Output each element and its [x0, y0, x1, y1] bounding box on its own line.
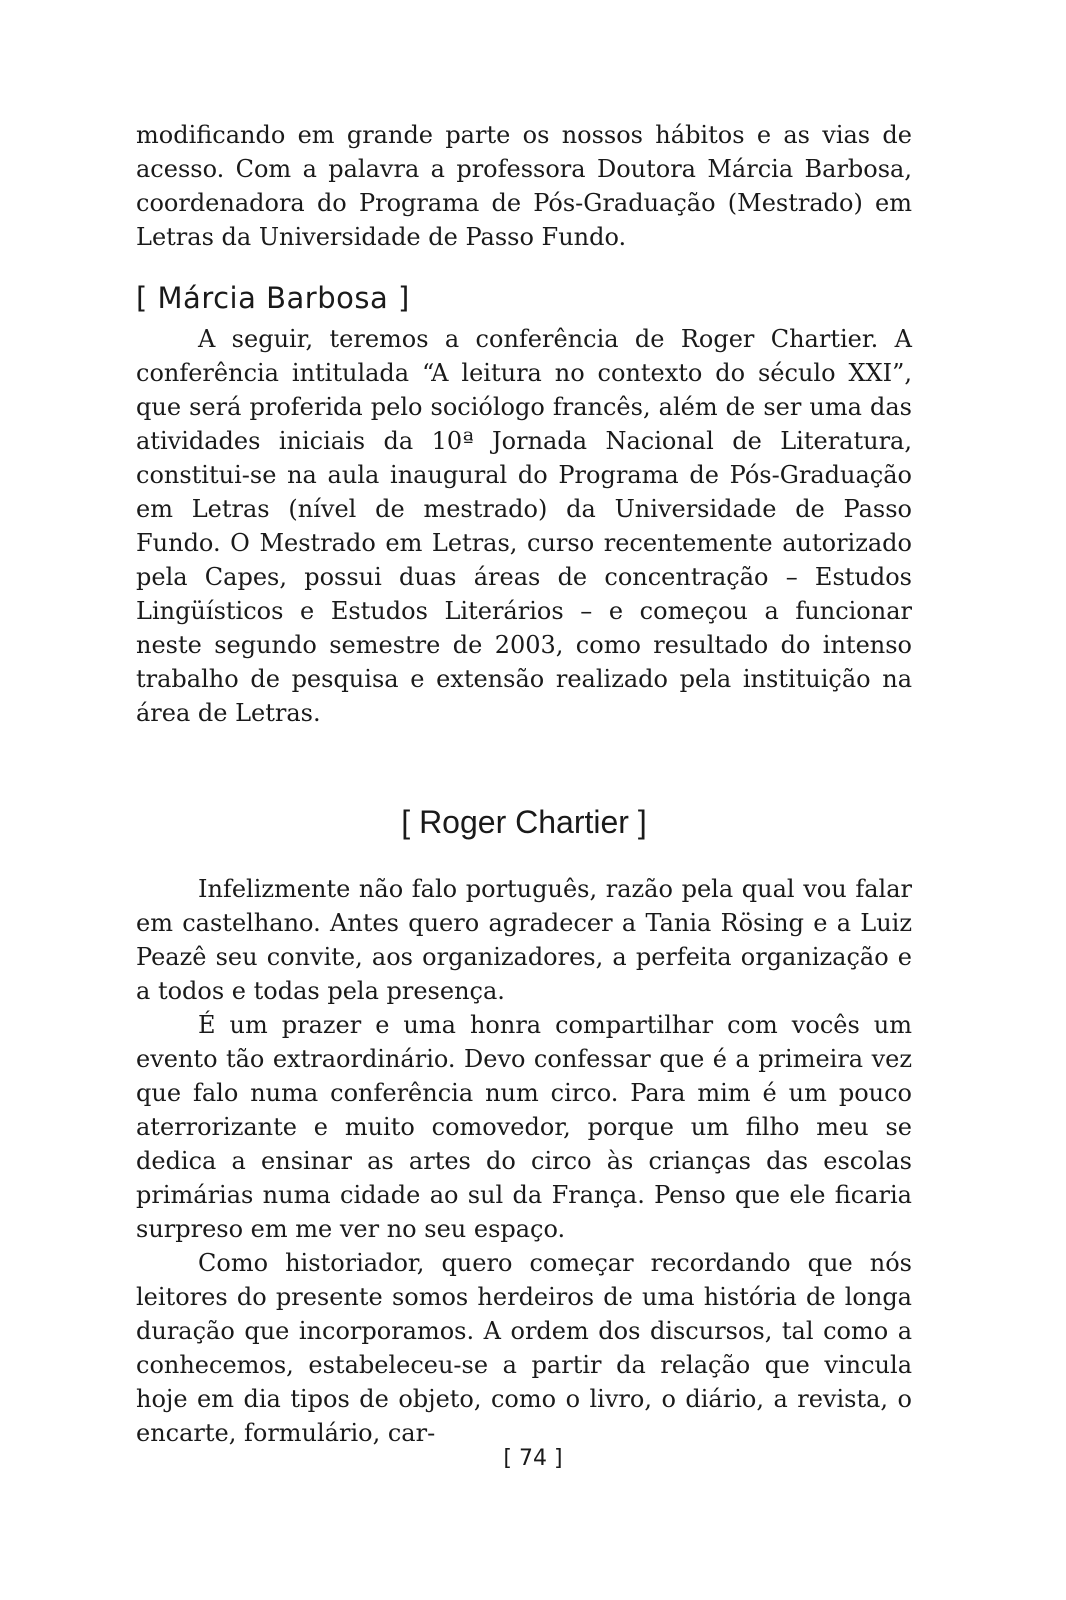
page-number: [ 74 ]	[503, 1446, 563, 1471]
chartier-paragraph-1: Infelizmente não falo português, razão pela qual vou falar em castelhano. Antes quero agradecer a Tania Rösing e a Luiz Peazê seu convite, aos organizadores, a perfeita organização e a todos e todas pela presença.	[136, 875, 912, 1005]
marcia-barbosa-paragraph: A seguir, teremos a conferência de Roger Chartier. A conferência intitulada “A leitura no contexto do século XXI”, que será proferida pelo sociólogo francês, além de ser uma das atividades iniciais da 10ª Jornada Nacional de Literatura, constitui-se na aula inaugural do Programa de Pós-Graduação em Letras (nível de mestrado) da Universidade de Passo Fundo. O Mestrado em Letras, curso recentemente autorizado pela Capes, possui duas áreas de concentração – Estudos Lingüísticos e Estudos Literários – e começou a funcionar neste segundo semestre de 2003, como resultado do intenso trabalho de pesquisa e extensão realizado pela instituição na área de Letras.	[136, 325, 912, 727]
intro-paragraph: modificando em grande parte os nossos hábitos e as vias de acesso. Com a palavra a professora Doutora Márcia Barbosa, coordenadora do Programa de Pós-Graduação (Mestrado) em Letras da Universidade de Passo Fundo.	[136, 121, 912, 251]
page-body	[136, 118, 912, 1450]
speaker-heading-roger-chartier: [ Roger Chartier ]	[401, 804, 647, 840]
speaker-heading-marcia-barbosa: [ Márcia Barbosa ]	[136, 281, 410, 315]
chartier-paragraph-2: É um prazer e uma honra compartilhar com vocês um evento tão extraordinário. Devo confessar que é a primeira vez que falo numa conferência num circo. Para mim é um pouco aterrorizante e muito comovedor, porque um filho meu se dedica a ensinar as artes do circo às crianças das escolas primárias numa cidade ao sul da França. Penso que ele ficaria surpreso em me ver no seu espaço.	[136, 1011, 912, 1243]
chartier-paragraph-3: Como historiador, quero começar recordando que nós leitores do presente somos herdeiros de uma história de longa duração que incorporamos. A ordem dos discursos, tal como a conhecemos, estabeleceu-se a partir da relação que vincula hoje em dia tipos de objeto, como o livro, o diário, a revista, o encarte, formulário, car-	[136, 1249, 912, 1447]
